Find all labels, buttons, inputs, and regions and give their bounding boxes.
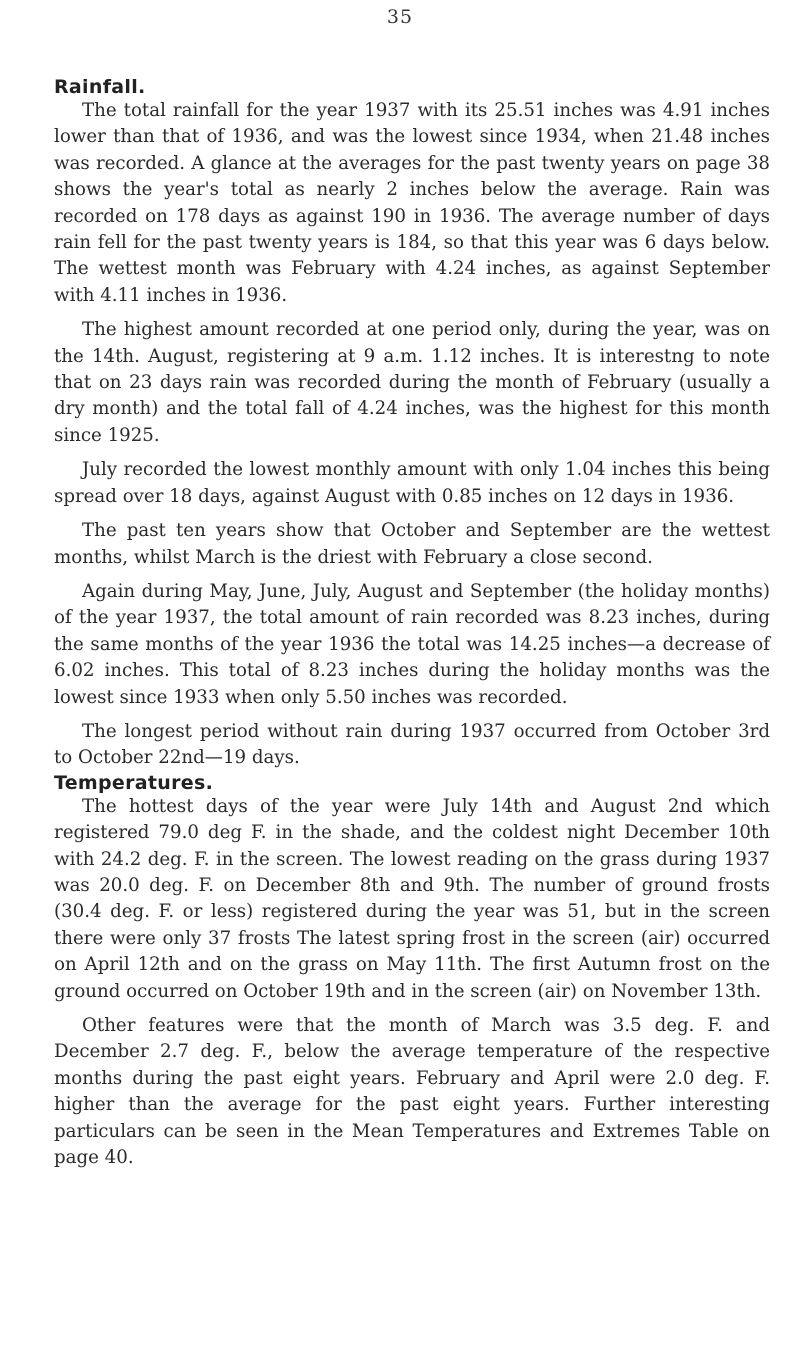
rainfall-paragraph-3: July recorded the lowest monthly amount with only 1.04 inches this being spread over 18 days, against August with 0.85 inches on 12 days in 1936. xyxy=(54,459,770,507)
rainfall-heading: Rainfall. xyxy=(54,76,146,98)
rainfall-paragraph-4: The past ten years show that October and September are the wettest months, whilst March is the driest with February a close second. xyxy=(54,520,770,568)
temperatures-paragraph-1: The hottest days of the year were July 14th and August 2nd which registered 79.0 deg F. in the shade, and the coldest night December 10th with 24.2 deg. F. in the screen. The lowest reading on the grass during 1937 was 20.0 deg. F. on December 8th and 9th. The number of ground frosts (30.4 deg. F. or less) registered during the year was 51, but in the screen there were only 37 frosts The latest spring frost in the screen (air) occurred on April 12th and on the grass on May 11th. The first Autumn frost on the ground occurred on October 19th and in the screen (air) on November 13th. xyxy=(54,795,770,1002)
rainfall-paragraph-1: The total rainfall for the year 1937 with its 25.51 inches was 4.91 inches lower than that of 1936, and was the lowest since 1934, when 21.48 inches was recorded. A glance at the averages for the past twenty years on page 38 shows the year's total as nearly 2 inches below the average. Rain was recorded on 178 days as against 190 in 1936. The average number of days rain fell for the past twenty years is 184, so that this year was 6 days below. The wettest month was February with 4.24 inches, as against September with 4.11 inches in 1936. xyxy=(54,100,770,306)
temperatures-heading: Temperatures. xyxy=(54,771,214,794)
temperatures-paragraph-2: Other features were that the month of March was 3.5 deg. F. and December 2.7 deg. F., below the average temperature of the respective months during the past eight years. February and April were 2.0 deg. F. higher than the average for the past eight years. Further interesting particulars can be seen in the Mean Temperatures and Extremes Table on page 40. xyxy=(54,1015,770,1169)
rainfall-paragraph-5: Again during May, June, July, August and September (the holiday months) of the year 1937, the total amount of rain recorded was 8.23 inches, during the same months of the year 1936 the total was 14.25 inches—a decrease of 6.02 inches. This total of 8.23 inches during the holiday months was the lowest since 1933 when only 5.50 inches was recorded. xyxy=(54,580,770,708)
document-body xyxy=(54,76,770,1179)
page-number: 35 xyxy=(386,6,414,28)
rainfall-paragraph-6: The longest period without rain during 1937 occurred from October 3rd to October 22nd—19 days. xyxy=(54,720,770,769)
rainfall-paragraph-2: The highest amount recorded at one period only, during the year, was on the 14th. August, registering at 9 a.m. 1.12 inches. It is interestng to note that on 23 days rain was recorded during the month of February (usually a dry month) and the total fall of 4.24 inches, was the highest for this month since 1925. xyxy=(54,319,770,446)
